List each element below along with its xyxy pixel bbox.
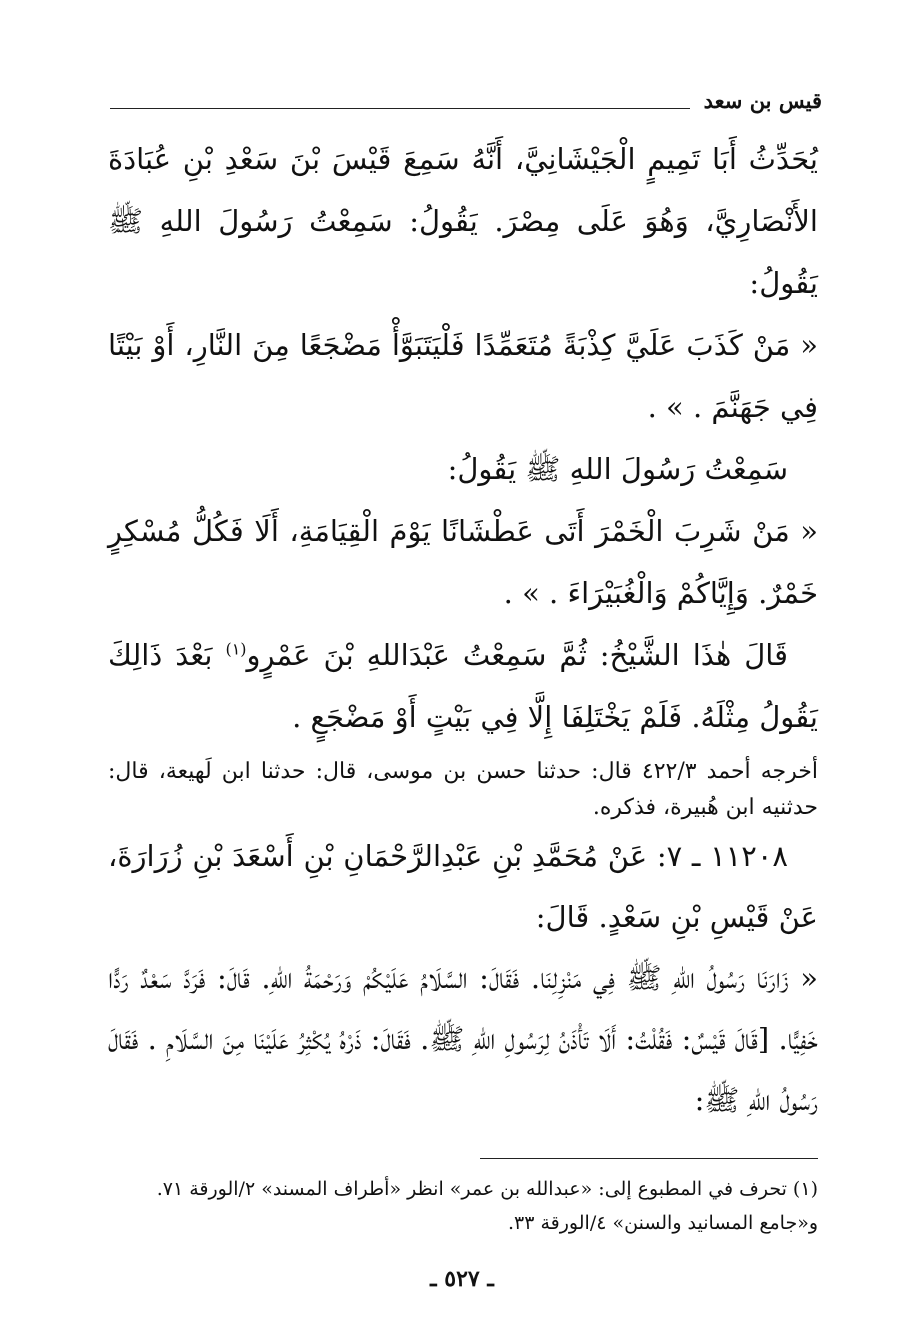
footnote-separator	[480, 1158, 818, 1159]
narration-text-before-note: قَالَ هٰذَا الشَّيْخُ: ثُمَّ سَمِعْتُ عَبْدَاللهِ بْنَ عَمْرٍو	[246, 638, 788, 672]
hadith-text-3: « زَارَنَا رَسُولُ اللهِ ﷺ فِي مَنْزِلِنَا. فَقَالَ: السَّلَامُ عَلَيْكُمْ وَرَحْمَةُ اللهِ. قَالَ: فَرَدَّ سَعْدٌ رَدًّا خَفِيًّا. [قَالَ قَيْسٌ: فَقُلْتُ: أَلَا تَأْذَنُ لِرَسُولِ اللهِ ﷺ. فَقَالَ: ذَرْهُ يُكْثِرُ عَلَيْنَا مِنَ السَّلَامِ . فَقَالَ رَسُولُ اللهِ ﷺ:	[108, 961, 818, 1117]
hadith-text-2: « مَنْ شَرِبَ الْخَمْرَ أَتَى عَطْشَانًا يَوْمَ الْقِيَامَةِ، أَلَا فَكُلُّ مُسْكِرٍ خَمْرٌ. وَإِيَّاكُمْ وَالْغُبَيْرَاءَ . » .	[108, 514, 818, 610]
running-header-title: قيس بن سعد	[690, 88, 822, 113]
isnad-paragraph: ١١٢٠٨ ـ ٧: عَنْ مُحَمَّدِ بْنِ عَبْدِالرَّحْمَانِ بْنِ أَسْعَدَ بْنِ زُرَارَةَ، عَنْ قَيْسِ بْنِ سَعْدٍ. قَالَ:	[108, 839, 818, 934]
narration-text-after-note: بَعْدَ ذَالِكَ يَقُولُ مِثْلَهُ. فَلَمْ يَخْتَلِفَا إِلَّا فِي بَيْتٍ أَوْ مَضْجَعٍ .	[108, 638, 818, 734]
running-header	[110, 86, 822, 116]
hadith-entry-11208	[108, 826, 818, 1131]
hadith-entry-continued	[108, 128, 818, 826]
takhrij-source-note: أخرجه أحمد ٤٢٢/٣ قال: حدثنا حسن بن موسى، قال: حدثنا ابن لَهيعة، قال: حدثنيه ابن هُبيرة، فذكره.	[108, 759, 818, 820]
narration-paragraph-2: سَمِعْتُ رَسُولَ اللهِ ﷺ يَقُولُ:	[447, 452, 788, 486]
narration-paragraph: يُحَدِّثُ أَبَا تَمِيمٍ الْجَيْشَانِيَّ، أَنَّهُ سَمِعَ قَيْسَ بْنَ سَعْدِ بْنِ عُبَادَةَ الأَنْصَارِيَّ، وَهُوَ عَلَى مِصْرَ. يَقُولُ: سَمِعْتُ رَسُولَ اللهِ ﷺ يَقُولُ:	[108, 142, 818, 300]
page-number: ـ ٥٢٧ ـ	[430, 1266, 494, 1292]
footnotes	[108, 1172, 818, 1240]
footnote-line-1: (١) تحرف في المطبوع إلى: «عبدالله بن عمر» انظر «أطراف المسند» ٢/الورقة ٧١.	[156, 1178, 818, 1200]
narration-paragraph-3	[108, 624, 818, 748]
footnote-line-2: و«جامع المسانيد والسنن» ٤/الورقة ٣٣.	[507, 1212, 818, 1234]
footnote-marker: (١)	[225, 639, 247, 659]
header-rule	[110, 108, 706, 109]
hadith-text-1: « مَنْ كَذَبَ عَلَيَّ كِذْبَةً مُتَعَمِّدًا فَلْيَتَبَوَّأْ مَضْجَعًا مِنَ النَّارِ، أَوْ بَيْتًا فِي جَهَنَّمَ . » .	[108, 328, 818, 424]
